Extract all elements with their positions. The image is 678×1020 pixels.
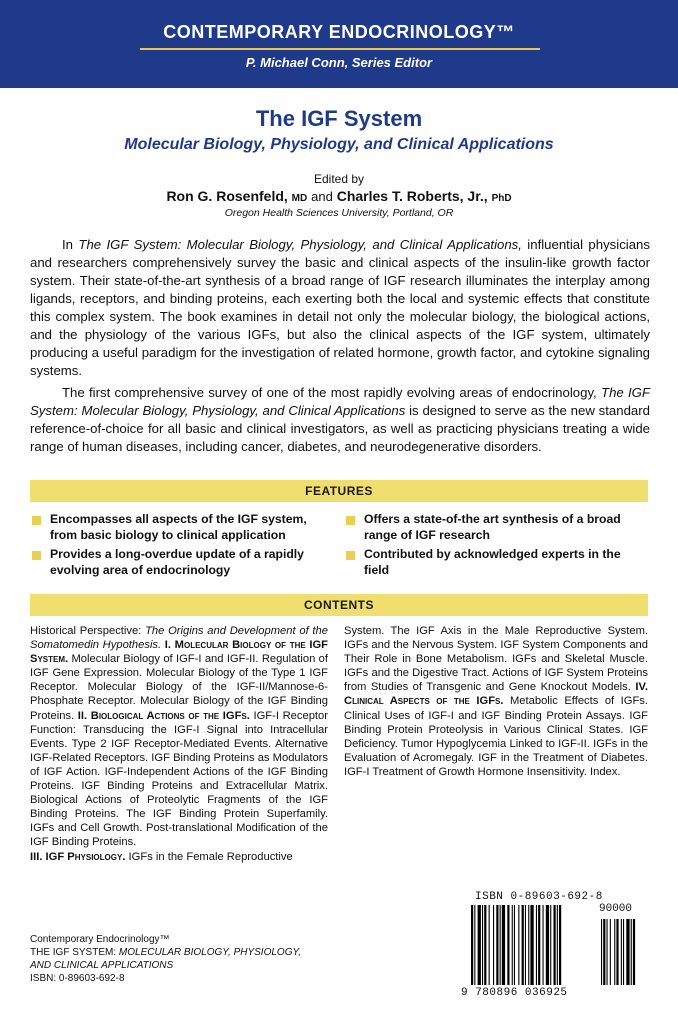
barcode-bar bbox=[500, 905, 501, 985]
contents-right-column bbox=[344, 624, 648, 779]
barcode-bar bbox=[554, 905, 556, 985]
section-3-title: III. IGF Physiology. bbox=[30, 850, 126, 863]
barcode-bar bbox=[489, 905, 490, 985]
footer-info bbox=[30, 933, 301, 985]
section-4-text: Metabolic Effects of IGFs. Clinical Uses of IGF-I and IGF Binding Protein Assays. IGF Binding Protein Proteolysis in Various Clinical States. IGF Deficiency. Tumor Hypoglycemia Linked to IGF-II. IGFs in the Evaluation of Acromegaly. IGF in the Treatment of Diabetes. IGF-I Treatment of Growth Hormone Insensitivity. Index. bbox=[344, 695, 649, 778]
banner-rule bbox=[140, 48, 540, 50]
barcode-bar bbox=[522, 905, 524, 985]
barcode-addon-bar bbox=[610, 919, 611, 985]
features-heading: FEATURES bbox=[30, 480, 648, 502]
barcode-bar bbox=[546, 905, 549, 985]
barcode-bar bbox=[474, 905, 475, 985]
p1-pre: In bbox=[62, 237, 79, 252]
bullet-icon bbox=[32, 516, 41, 525]
section-1-text: Molecular Biology of IGF-I and IGF-II. Regulation of IGF Gene Expression. Molecular Biology of the Type 1 IGF Receptor. Molecular Biology of the IGF-II/Mannose-6-Phosphate Receptor. Molecular Biology of the IGF Binding Proteins. bbox=[30, 653, 328, 722]
feature-item: Encompasses all aspects of the IGF system, from basic biology to clinical application bbox=[50, 512, 307, 542]
barcode-bar bbox=[496, 905, 498, 985]
affiliation: Oregon Health Sciences University, Portland, OR bbox=[224, 207, 454, 219]
barcode-bar bbox=[518, 905, 519, 985]
barcode-addon-bar bbox=[626, 919, 629, 985]
authors-and: and bbox=[311, 189, 333, 204]
p1-post: influential physicians and researchers comprehensively survey the basic and clinical aspects of the insulin-like growth factor system. Their state-of-the-art synthesis of a broad range of IGF research illuminates the interplay among ligands, receptors, and binding proteins, each exerting both the local and systemic effects that constitute this complex system. The book examines in detail not only the molecular biology, the biological actions, and the physiology of the various IGFs, but also the clinical aspects of the IGF system, ultimately producing a useful paradigm for the investigation of related hormone, growth factor, and cytokine signaling systems. bbox=[30, 237, 650, 378]
barcode-addon-bar bbox=[614, 919, 615, 985]
barcode-bar bbox=[559, 905, 561, 985]
contents-heading: CONTENTS bbox=[30, 594, 648, 616]
barcode-bar bbox=[550, 905, 551, 985]
author-2-degree: PhD bbox=[491, 193, 512, 204]
footer-title-line-2 bbox=[30, 959, 301, 972]
barcode-addon-bar bbox=[601, 919, 602, 985]
authors bbox=[0, 188, 678, 204]
book-subtitle: Molecular Biology, Physiology, and Clinical Applications bbox=[124, 136, 554, 153]
barcode-bars bbox=[471, 905, 651, 987]
author-1-degree: MD bbox=[291, 193, 308, 204]
series-banner bbox=[0, 0, 678, 88]
barcode-bar bbox=[525, 905, 526, 985]
series-editor: P. Michael Conn, Series Editor bbox=[245, 55, 433, 70]
barcode-isbn: ISBN 0-89603-692-8 bbox=[475, 891, 603, 903]
p2-post: is designed to serve as the new standard reference-of-choice for all basic and clinical investigators, as well as practicing physicians treating a wide range of human diseases, including cancer, diabetes, and neurodegenerative disorders. bbox=[30, 403, 650, 454]
footer-title-italic-2: AND CLINICAL APPLICATIONS bbox=[30, 960, 174, 971]
feature-item: Offers a state-of-the art synthesis of a broad range of IGF research bbox=[364, 512, 621, 542]
barcode-addon-bar bbox=[607, 919, 608, 985]
section-4-title: IV. Clinical Aspects of the IGFs. bbox=[344, 681, 648, 708]
contents-left-column bbox=[30, 624, 328, 864]
section-1-title: I. Molecular Biology of the IGF System. bbox=[30, 639, 328, 666]
barcode-bar bbox=[512, 905, 513, 985]
p2-pre: The first comprehensive survey of one of the most rapidly evolving areas of endocrinology, bbox=[62, 385, 602, 400]
book-title: The IGF System bbox=[255, 106, 423, 131]
section-2-title: II. Biological Actions of the IGFs. bbox=[74, 709, 250, 722]
barcode-addon-bar bbox=[603, 919, 605, 985]
barcode-addon: 90000 bbox=[599, 903, 633, 915]
barcode-bar bbox=[484, 905, 486, 985]
author-1: Ron G. Rosenfeld, bbox=[166, 188, 288, 204]
description bbox=[30, 236, 650, 460]
footer-title-italic: MOLECULAR BIOLOGY, PHYSIOLOGY, bbox=[118, 947, 302, 958]
author-2: Charles T. Roberts, Jr., bbox=[336, 188, 488, 204]
bullet-icon bbox=[346, 516, 355, 525]
section-3-continued: System. The IGF Axis in the Male Reproductive System. IGFs and the Nervous System. IGF System Components and Their Role in Bone Metabolism. IGFs and Skeletal Muscle. IGFs and the Digestive Tract. Actions of IGF System Proteins from Studies of Transgenic and Gene Knockout Models. bbox=[344, 625, 648, 694]
footer-title-pre: THE IGF SYSTEM: bbox=[30, 947, 119, 958]
barcode-bar bbox=[528, 905, 529, 985]
barcode-addon-bar bbox=[623, 919, 624, 985]
barcode-bar bbox=[478, 905, 481, 985]
barcode-bar bbox=[557, 905, 558, 985]
section-2-text: IGF-I Receptor Function: Transducing the IGF-I Signal into Intracellular Events. Type 2 IGF Receptor-Mediated Events. Alternative IGF-Related Receptors. IGF Binding Proteins as Modulators of IGF Action. IGF-Independent Actions of the IGF Binding Proteins. IGF Binding Proteins and Extracellular Matrix. Biological Actions of Proteolytic Fragments of the IGF Binding Proteins. The IGF Binding Protein Superfamily. IGFs and Cell Growth. Post-translational Modification of the IGF Binding Proteins. bbox=[30, 709, 328, 849]
series-title: CONTEMPORARY ENDOCRINOLOGY™ bbox=[163, 22, 515, 42]
barcode-bar bbox=[507, 905, 509, 985]
barcode-addon-bar bbox=[616, 919, 618, 985]
barcode-addon-bar bbox=[621, 919, 622, 985]
barcode-bar bbox=[543, 905, 544, 985]
footer-series: Contemporary Endocrinology™ bbox=[30, 934, 170, 945]
contents-historical-title: The Origins and Development of the Somatomedin Hypothesis. bbox=[30, 625, 328, 652]
contents-historical: Historical Perspective: bbox=[30, 625, 146, 637]
feature-item: Provides a long-overdue update of a rapidly evolving area of endocrinology bbox=[50, 547, 304, 577]
barcode-bar bbox=[538, 905, 540, 985]
p1-title: The IGF System: Molecular Biology, Physiology, and Clinical Applications, bbox=[78, 237, 522, 252]
barcode-bar bbox=[471, 905, 473, 985]
feature-item: Contributed by acknowledged experts in the field bbox=[364, 547, 621, 577]
barcode-bar bbox=[482, 905, 483, 985]
footer-isbn: ISBN: 0-89603-692-8 bbox=[30, 973, 125, 984]
p2-title: The IGF System: Molecular Biology, Physiology, and Clinical Applications bbox=[30, 385, 650, 418]
bullet-icon bbox=[32, 551, 41, 560]
barcode-bar bbox=[493, 905, 494, 985]
footer-title-line bbox=[30, 946, 301, 959]
barcode-bar bbox=[514, 905, 515, 985]
edited-by: Edited by bbox=[313, 172, 365, 186]
barcode-bar bbox=[536, 905, 537, 985]
barcode-bar bbox=[502, 905, 505, 985]
description-paragraph-1 bbox=[30, 236, 650, 380]
description-paragraph-2 bbox=[30, 384, 650, 456]
barcode-addon-bar bbox=[631, 919, 632, 985]
barcode bbox=[453, 891, 653, 1003]
barcode-ean: 9 780896 036925 bbox=[461, 987, 568, 999]
bullet-icon bbox=[346, 551, 355, 560]
barcode-bar bbox=[530, 905, 533, 985]
section-3-text: IGFs in the Female Reproductive bbox=[125, 850, 293, 863]
barcode-addon-bar bbox=[633, 919, 635, 985]
